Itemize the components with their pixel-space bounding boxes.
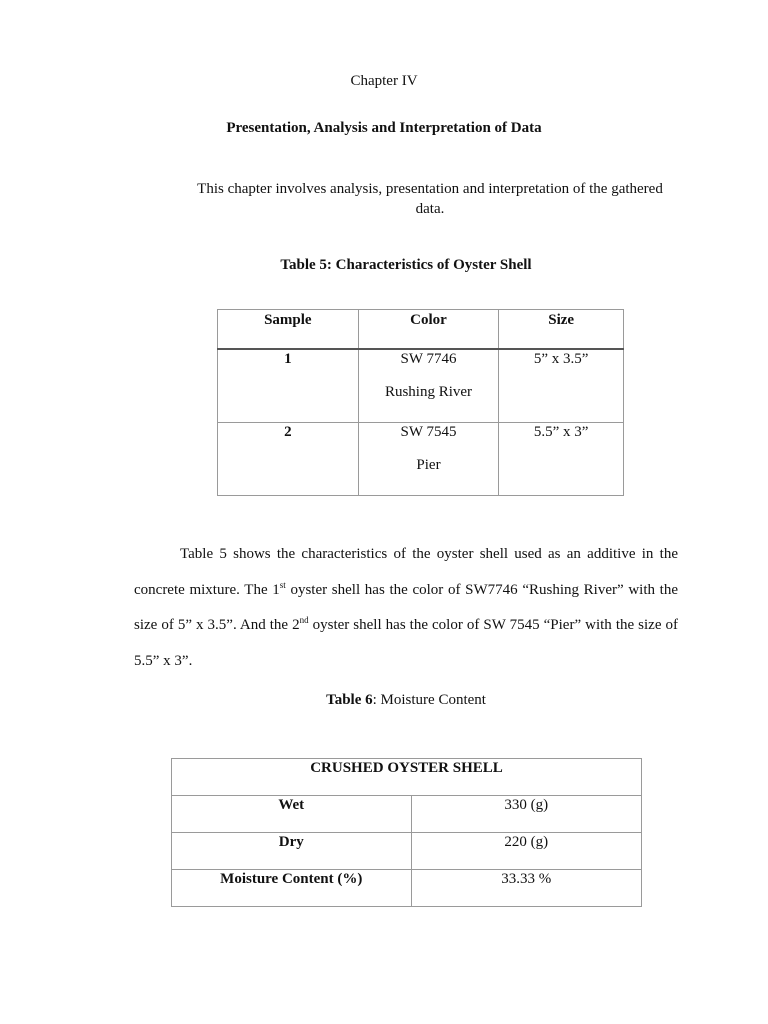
chapter-heading: Presentation, Analysis and Interpretation of Data <box>226 120 542 136</box>
table-row <box>172 833 642 870</box>
table-row <box>172 870 642 907</box>
table-row <box>218 349 624 423</box>
paragraph-text: oyster shell has the color of SW 7545 “Pier” with the size of 5.5” x 3”. <box>134 617 679 669</box>
table6-moisture-content <box>171 758 642 907</box>
paragraph-text: oyster shell has the color of SW7746 “Rushing River” with the size of 5” x 3.5”. And the 2 <box>134 581 678 633</box>
table-row <box>172 796 642 833</box>
table6-row-value: 330 (g) <box>411 796 641 833</box>
table5-cell-size: 5.5” x 3” <box>499 423 624 496</box>
table6-header: CRUSHED OYSTER SHELL <box>172 759 642 796</box>
color-name: Pier <box>416 457 441 473</box>
table5-cell-size: 5” x 3.5” <box>499 349 624 423</box>
table6-row-label: Wet <box>172 796 412 833</box>
table5-oyster-characteristics <box>217 309 624 496</box>
table5-header-size: Size <box>499 310 624 350</box>
table6-row-label: Dry <box>172 833 412 870</box>
color-code: SW 7746 <box>400 351 457 367</box>
table5-header-color: Color <box>358 310 499 350</box>
table5-cell-sample: 1 <box>218 349 359 423</box>
table6-caption-title: : Moisture Content <box>372 692 486 708</box>
table-row <box>218 423 624 496</box>
ordinal-suffix: nd <box>299 615 309 625</box>
table5-cell-color <box>358 349 499 423</box>
paragraph-text: Table 5 shows the characteristics of the oyster shell used as an additive in the concrete mixture. The 1 <box>134 546 678 598</box>
table6-row-value: 220 (g) <box>411 833 641 870</box>
intro-paragraph: This chapter involves analysis, presentation and interpretation of the gathered data. <box>197 181 663 217</box>
table6-caption <box>0 692 768 709</box>
color-name: Rushing River <box>384 384 473 400</box>
table5-cell-sample: 2 <box>218 423 359 496</box>
table5-cell-color <box>358 423 499 496</box>
table6-header-row <box>172 759 642 796</box>
color-code: SW 7545 <box>400 424 457 440</box>
ordinal-suffix: st <box>279 579 286 590</box>
table5-discussion-paragraph <box>134 537 678 679</box>
table6-row-label: Moisture Content (%) <box>172 870 412 907</box>
table5-caption: Table 5: Characteristics of Oyster Shell <box>280 257 532 273</box>
table5-header-sample: Sample <box>218 310 359 350</box>
table6-row-value: 33.33 % <box>411 870 641 907</box>
table6-caption-label: Table 6 <box>326 692 373 708</box>
table5-header-row <box>218 310 624 350</box>
chapter-number: Chapter IV <box>350 73 418 89</box>
